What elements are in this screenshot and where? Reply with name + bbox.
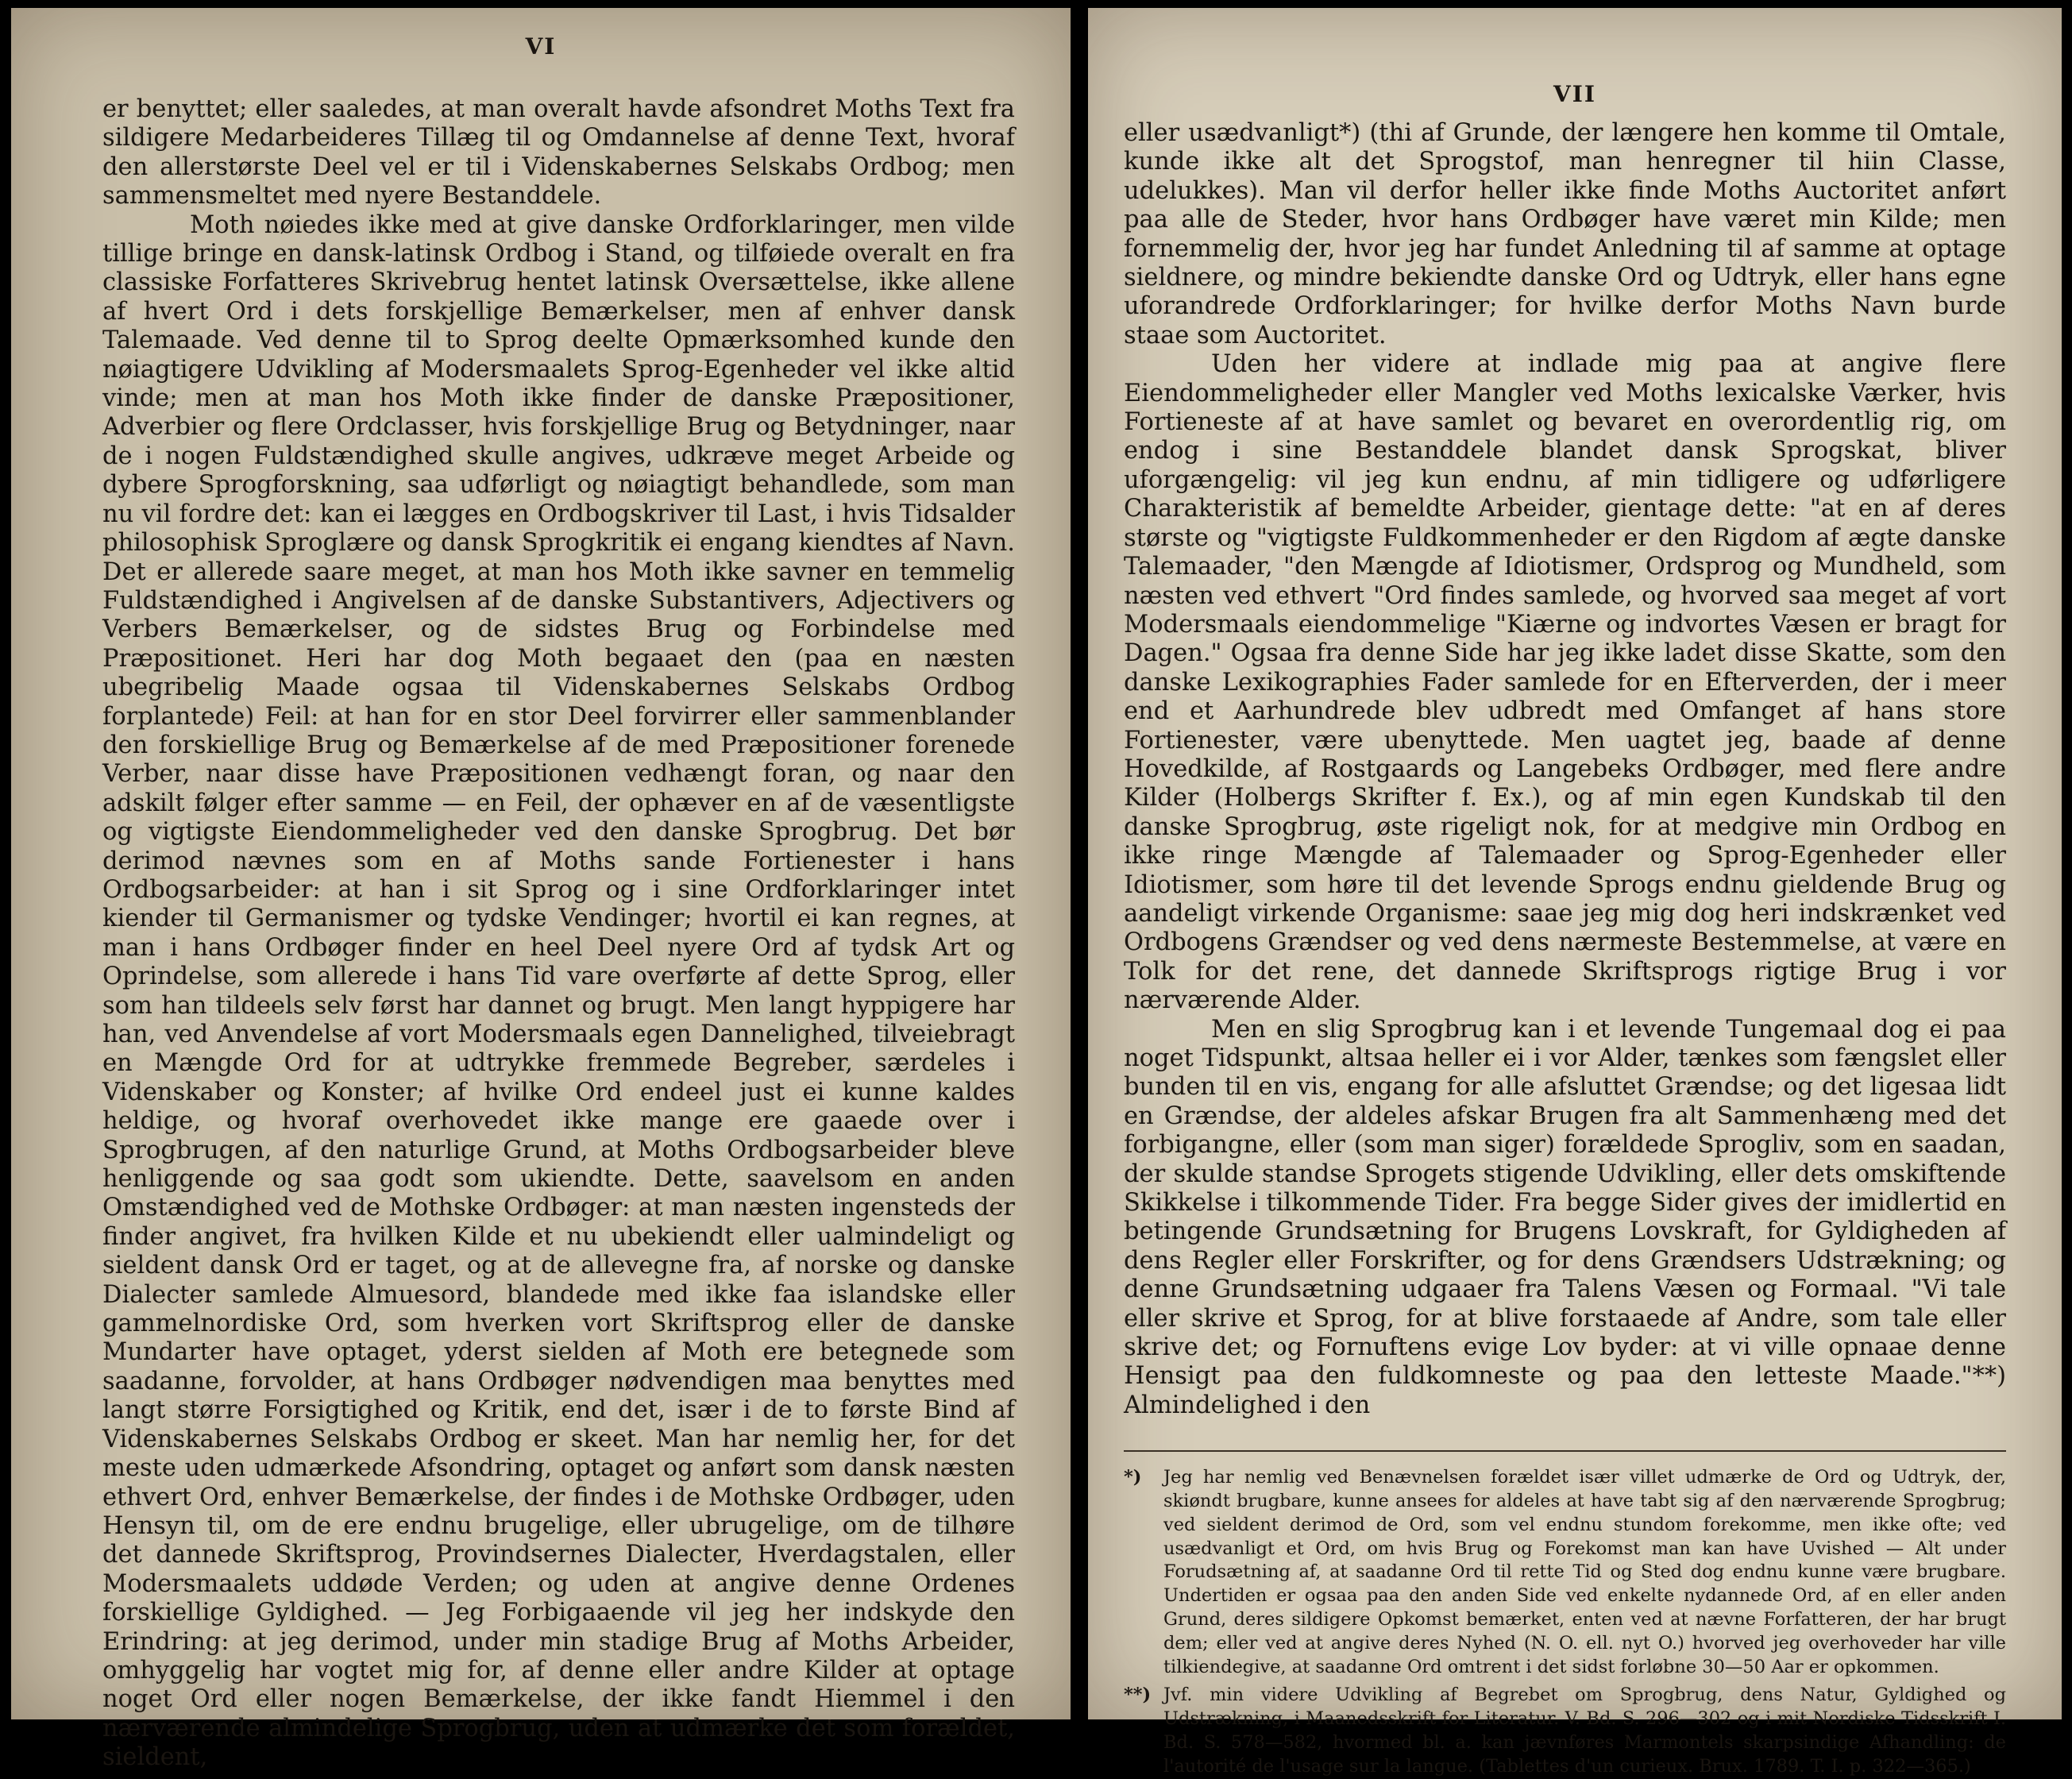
right-page (1088, 8, 2062, 1777)
paragraph: Moth nøiedes ikke med at give danske Ordforklaringer, men vilde tillige bringe en dansk-latinsk Ordbog i Stand, og tilføiede overalt en fra classiske Forfatteres Skrivebrug hentet latinsk Oversættelse, ikke allene af hvert Ord i dets forskjellige Bemærkelser, men af enhver dansk Talemaade. Ved denne til to Sprog deelte Opmærksomhed kunde den nøiagtigere Udvikling af Modersmaalets Sprog-Egenheder vel ikke altid vinde; men at man hos Moth ikke finder de danske Præpositioner, Adverbier og flere Ordclasser, hvis forskjellige Brug og Betydninger, naar de i nogen Fuldstændighed skulle angives, udkræve meget Arbeide og dybere Sprogforskning, saa udførligt og nøiagtigt behandlede, som man nu vil fordre det: kan ei lægges en Ordbogskriver til Last, i hvis Tidsalder philosophisk Sproglære og dansk Sprogkritik ei engang kiendtes af Navn. Det er allerede saare meget, at man hos Moth ikke savner en temmelig Fuldstændighed i Angivelsen af de danske Substantivers, Adjectivers og Verbers Bemærkelser, og de sidstes Brug og Forbindelse med Præpositionet. Heri har dog Moth begaaet den (paa en næsten ubegribelig Maade ogsaa til Videnskabernes Selskabs Ordbog forplantede) Feil: at han for en stor Deel forvirrer eller sammenblander den forskiellige Brug og Bemærkelse af de med Præpositioner forenede Verber, naar disse have Præpositionen vedhængt foran, og naar den adskilt følger efter samme — en Feil, der ophæver en af de væsentligste og vigtigste Eiendommeligheder ved den danske Sprogbrug. Det bør derimod nævnes som en af Moths sande Fortienester i hans Ordbogsarbeider: at han i sit Sprog og i sine Ordforklaringer intet kiender til Germanismer og tydske Vendinger; hvortil ei kan regnes, at man i hans Ordbøger finder en heel Deel nyere Ord af tydsk Art og Oprindelse, som allerede i hans Tid vare overførte af dette Sprog, eller som han tildeels selv først har dannet og brugt. Men langt hyppigere har han, ved Anvendelse af vort Modersmaals egen Dannelighed, tilveiebragt en Mængde Ord for at udtrykke fremmede Begreber, særdeles i Videnskaber og Konster; af hvilke Ord endeel just ei kunne kaldes heldige, og hvoraf overhovedet ikke mange ere gaaede over i Sprogbrugen, af den naturlige Grund, at Moths Ordbogsarbeider bleve henliggende og saa godt som ukiendte. Dette, saavelsom en anden Omstændighed ved de Mothske Ordbøger: at man næsten ingensteds der finder angivet, fra hvilken Kilde et nu ubekiendt eller ualmindeligt og sieldent dansk Ord er taget, og at de allevegne fra, af norske og danske Dialecter samlede Almuesord, blandede med ikke faa islandske eller gammelnordiske Ord, som hverken vort Skriftsprog eller de danske Mundarter have optaget, yderst sielden af Moth ere betegnede som saadanne, forvolder, at hans Ordbøger nødvendigen maa benyttes med langt større Forsigtighed og Kritik, end det, især i de to første Bind af Videnskabernes Selskabs Ordbog er skeet. Man har nemlig her, for det meste uden udmærkede Afsondring, optaget og anført som dansk næsten ethvert Ord, enhver Bemærkelse, der findes i de Mothske Ordbøger, uden Hensyn til, om de ere endnu brugelige, eller ubrugelige, om de tilhøre det dannede Skriftsprog, Provindsernes Dialecter, Hverdagstalen, eller Modersmaalets uddøde Verden; og uden at angive denne Ordenes forskiellige Gyldighed. — Jeg Forbigaaende vil jeg her indskyde den Erindring: at jeg derimod, under min stadige Brug af Moths Arbeider, omhyggelig har vogtet mig for, af denne eller andre Kilder at optage noget Ord eller nogen Bemærkelse, der ikke fandt Hiemmel i den nærværende almindelige Sprogbrug, uden at udmærke det som forældet, sieldent, (102, 210, 1015, 1772)
book-spine (1071, 0, 1088, 1731)
footnotes (1124, 1450, 2006, 1778)
page-number: VI (525, 33, 557, 60)
body-text (102, 95, 1015, 1773)
paragraph: eller usædvanligt*) (thi af Grunde, der længere hen komme til Omtale, kunde ikke alt det Sprogstof, man henregner til hiin Classe, udelukkes). Man vil derfor heller ikke finde Moths Auctoritet anført paa alle de Steder, hvor hans Ordbøger have været min Kilde; men fornemmelig der, hvor jeg har fundet Anledning til af samme at optage sieldnere, og mindre bekiendte danske Ord og Udtryk, eller hans egne uforandrede Ordforklaringer; for hvilke derfor Moths Navn burde staae som Auctoritet. (1124, 119, 2006, 349)
footnote (1124, 1684, 2006, 1778)
paragraph: Uden her videre at indlade mig paa at angive flere Eiendommeligheder eller Mangler ved Moths lexicalske Værker, hvis Fortieneste af at have samlet og bevaret en overordentlig rig, om endog i sine Bestanddele blandet dansk Sprogskat, bliver uforgængelig: vil jeg kun endnu, af min tidligere og udførligere Charakteristik af bemeldte Arbeider, gientage dette: "at en af deres største og "vigtigste Fuldkommenheder er den Rigdom af ægte danske Talemaader, "den Mængde af Idiotismer, Ordsprog og Mundheld, som næsten ved ethvert "Ord findes samlede, og hvorved saa meget af vort Modersmaals eiendommelige "Kiærne og indvortes Væsen er bragt for Dagen." Ogsaa fra denne Side har jeg ikke ladet disse Skatte, som den danske Lexikographies Fader samlede for en Efterverden, der i meer end et Aarhundrede blev udbredt med Omfanget af hans store Fortienester, være ubenyttede. Men uagtet jeg, baade af denne Hovedkilde, af Rostgaards og Langebeks Ordbøger, med flere andre Kilder (Holbergs Skrifter f. Ex.), og af min egen Kundskab til den danske Sprogbrug, øste rigeligt nok, for at medgive min Ordbog en ikke ringe Mængde af Talemaader og Sprog-Egenheder eller Idiotismer, som høre til det levende Sprogs endnu gieldende Brug og aandeligt virkende Organisme: saae jeg mig dog heri indskrænket ved Ordbogens Grændser og ved dens nærmeste Bestemmelse, at være en Tolk for det rene, det dannede Skriftsprogs rigtige Brug i vor nærværende Alder. (1124, 350, 2006, 1015)
page-number: VII (1553, 81, 1596, 107)
footnote (1124, 1466, 2006, 1679)
body-text (1124, 119, 2006, 1420)
footnote-text: Jeg har nemlig ved Benævnelsen forældet især villet udmærke de Ord og Udtryk, der, skiøndt brugbare, kunne ansees for aldeles at have tabt sig af den nærværende Sprogbrug; ved sieldent derimod de Ord, som vel endnu stundom forekomme, men ikke ofte; ved usædvanligt et Ord, om hvis Brug og Forekomst man kan have Uvished — Alt under Forudsætning af, at saadanne Ord til rette Tid og Sted dog endnu kunne være brugbare. Undertiden er ogsaa paa den anden Side ved enkelte nydannede Ord, af en eller anden Grund, deres sildigere Opkomst bemærket, enten ved at nævne Forfatteren, der har brugt dem; eller ved at angive deres Nyhed (N. O. ell. nyt O.) hvorved jeg overhoveder har ville tilkiendegive, at saadanne Ord omtrent i det sidst forløbne 30—50 Aar er opkommen. (1163, 1467, 2006, 1677)
footnote-mark: **) (1124, 1684, 1152, 1706)
footnote-text: Jvf. min videre Udvikling af Begrebet om Sprogbrug, dens Natur, Gyldighed og Udstrækning, i Maanedsskrift for Literatur. V. Bd. S. 296—302 og i mit Nordiske Tidsskrift I. Bd. S. 578—582, hvormed bl. a. kan jævnføres Marmontels skarpsindige Afhandling: de l'autorité de l'usage sur la langue. (Tablettes d'un curieux. Brux. 1789. T. I. p. 322—365.) (1163, 1684, 2006, 1777)
paragraph: Men en slig Sprogbrug kan i et levende Tungemaal dog ei paa noget Tidspunkt, altsaa heller ei i vor Alder, tænkes som fængslet eller bunden til en vis, engang for alle afsluttet Grændse; og det ligesaa lidt en Grændse, der aldeles afskar Brugen fra alt Sammenhæng med det forbigangne, eller (som man siger) forældede Sprogliv, som en saadan, der skulde standse Sprogets stigende Udvikling, eller dets omskiftende Skikkelse i tilkommende Tider. Fra begge Sider gives der imidlertid en betingende Grundsætning for Brugens Lovskraft, for Gyldigheden af dens Regler eller Forskrifter, og for dens Grændsers Udstrækning; og denne Grundsætning udgaaer fra Talens Væsen og Formaal. "Vi tale eller skrive et Sprog, for at blive forstaaede af Andre, som tale eller skrive det; og Fornuftens evige Lov byder: at vi ville opnaae denne Hensigt paa den fuldkomneste og paa den letteste Maade."**) Almindelighed i den (1124, 1015, 2006, 1419)
footnote-mark: *) (1124, 1467, 1142, 1488)
paragraph: er benyttet; eller saaledes, at man overalt havde afsondret Moths Text fra sildigere Medarbeideres Tillæg til og Omdannelse af denne Text, hvoraf den allerstørste Deel vel er til i Videnskabernes Selskabs Ordbog; men sammensmeltet med nyere Bestanddele. (102, 95, 1015, 210)
left-page (11, 8, 1071, 1772)
